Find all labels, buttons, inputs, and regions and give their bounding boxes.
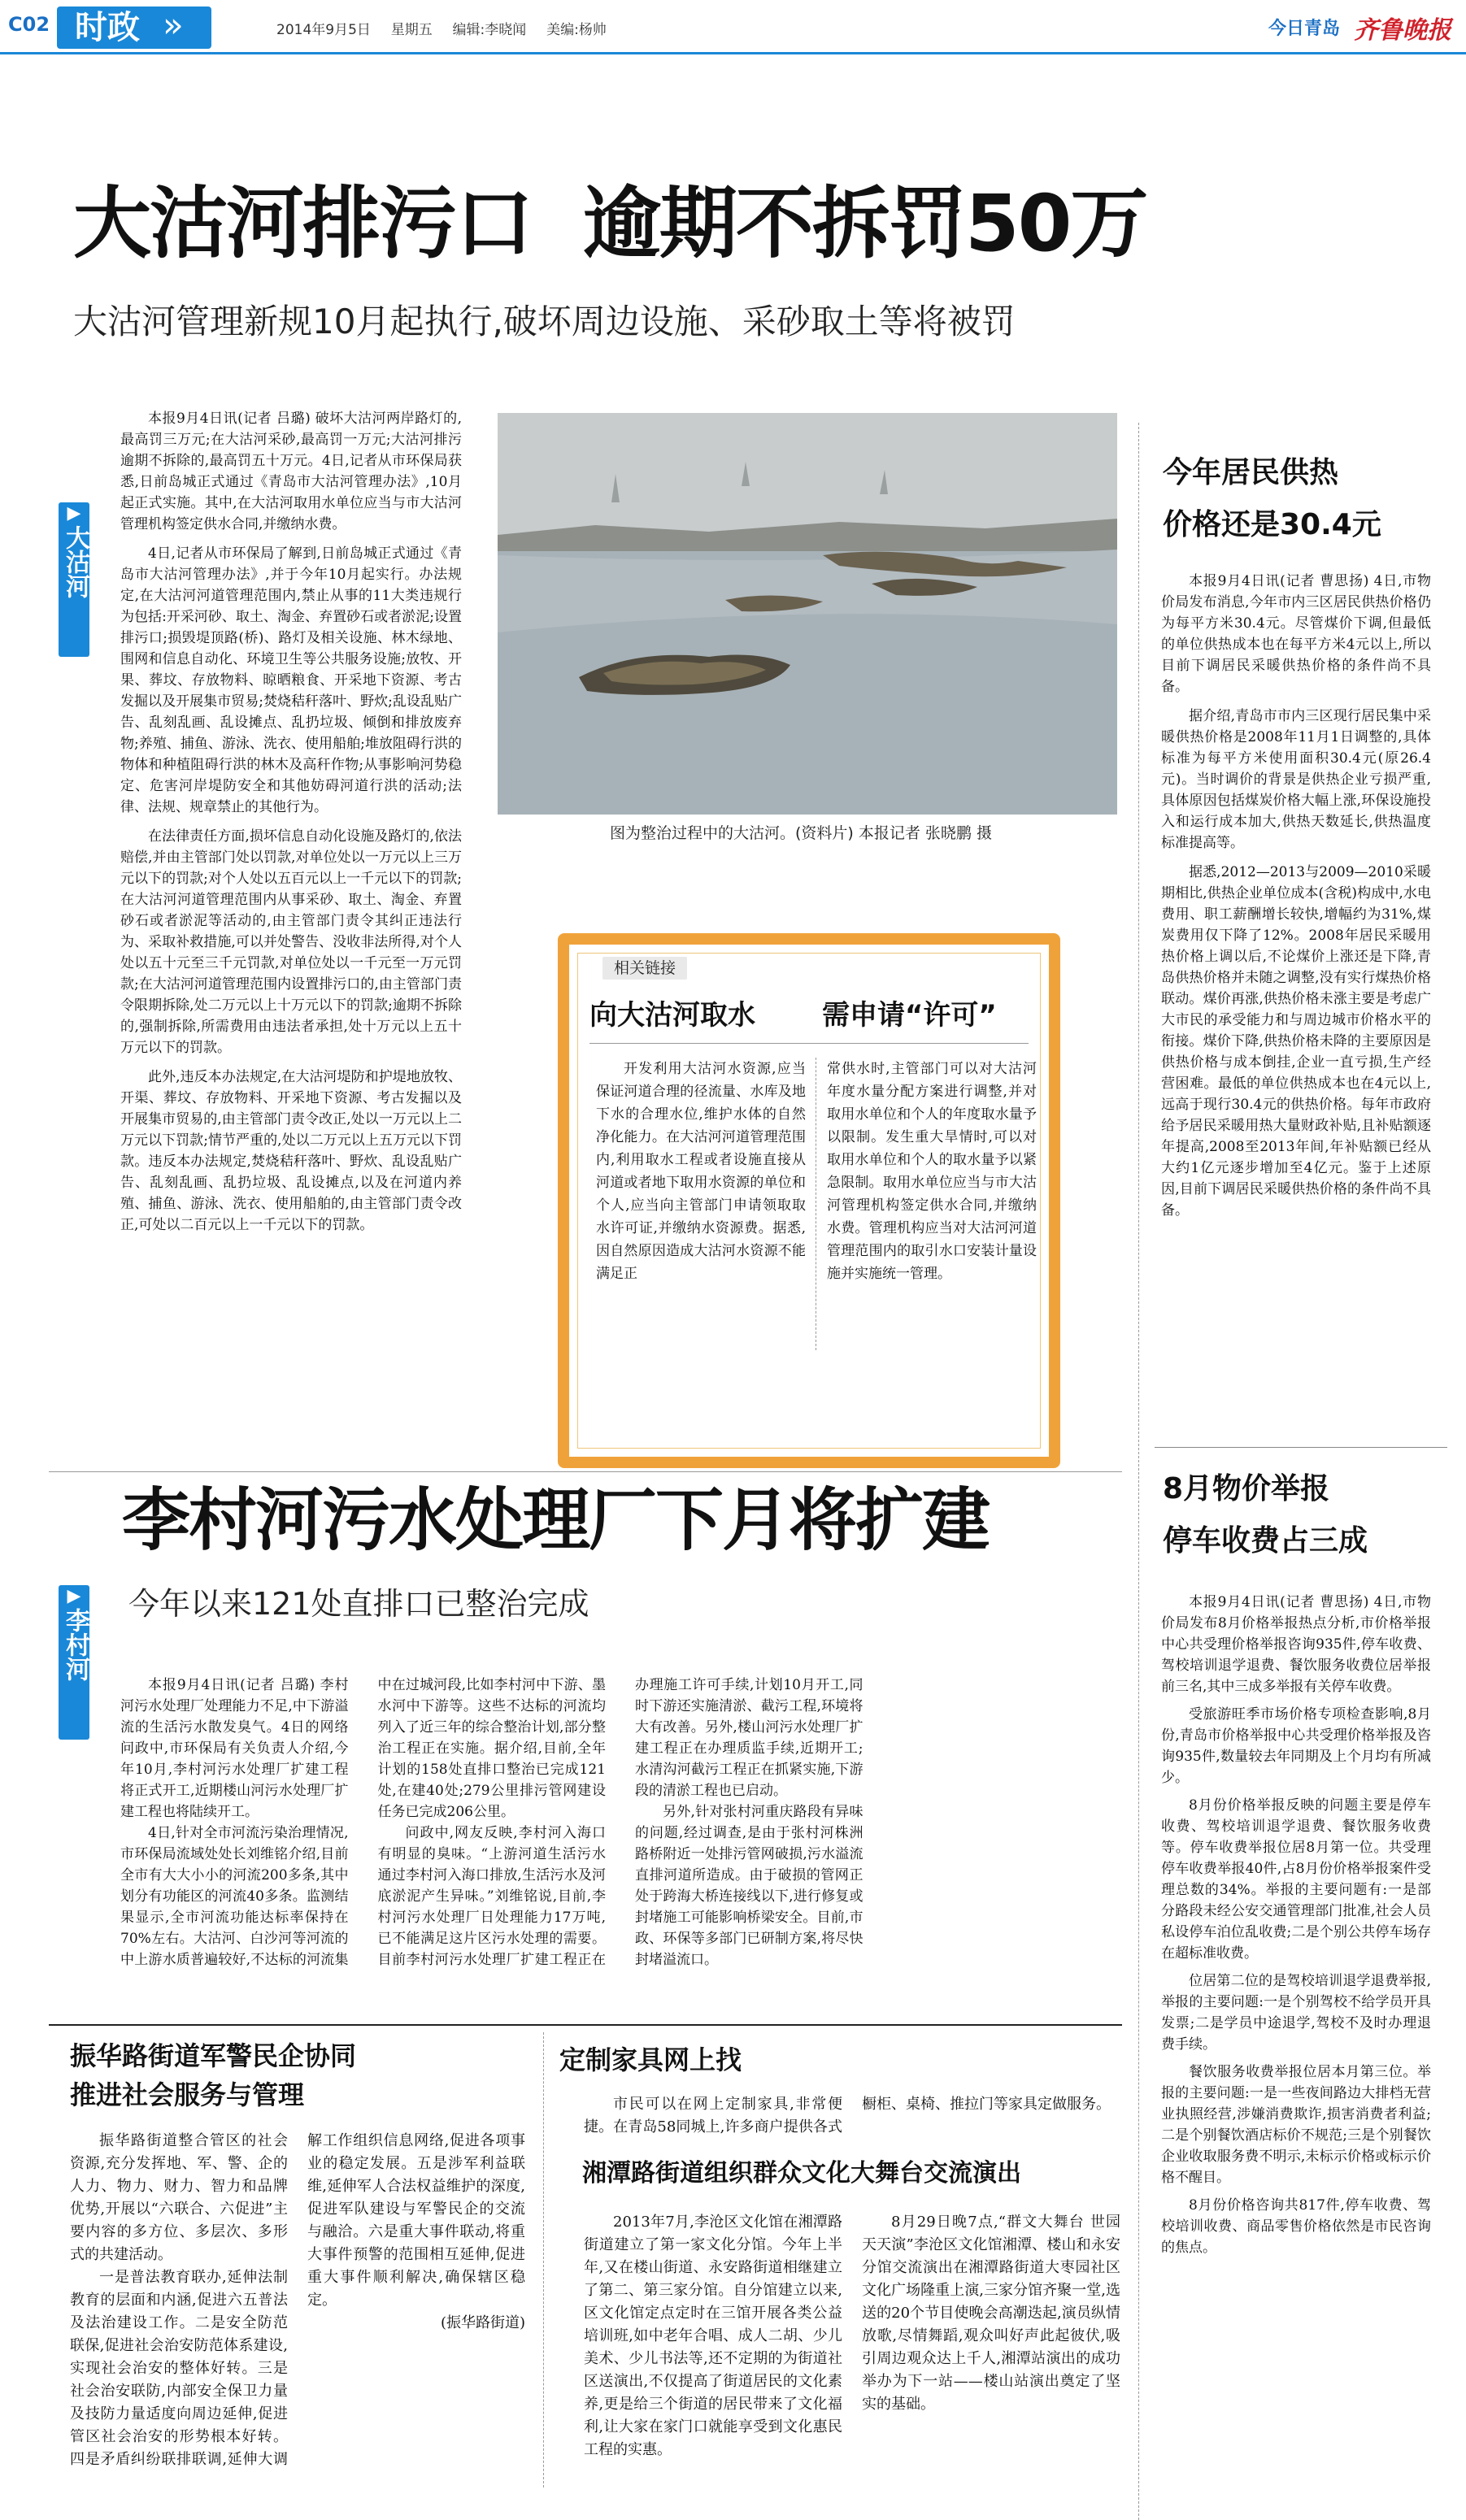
related-paragraph: 开发利用大沽河水资源,应当保证河道合理的径流量、水库及地下水的合理水位,维护水体的自然净化能力。在大沽河河道管理范围内,利用取水工程或者设施直接从河道或者地下取用水资源的单位和个人,应当向主管部门申请领取取水许可证,并缴纳水资源费。据悉,因自然原因造成大沽河水资源不能满足正 [596, 1061, 806, 1282]
issue-weekday: 星期五 [390, 22, 433, 38]
briefs-divider [543, 2032, 544, 2487]
parking-paragraph: 餐饮服务收费举报位居本月第三位。举报的主要问题:一是一些夜间路边大排档无营业执照经营,涉嫌消费欺诈,损害消费者利益;二是个别餐饮酒店标价不规范;三是个别餐饮企业收取服务费不明示,未标示价格或标示价格不醒目。 [1161, 2064, 1431, 2186]
licun-paragraph: 本报9月4日讯(记者 吕璐) 李村河污水处理厂处理能力不足,中下游溢流的生活污水散发臭气。4日的网络问政中,市环保局有关负责人介绍,今年10月,李村河污水处理厂扩建工程将正式开工,近期楼山河污水处理厂扩建工程也将陆续开工。 [120, 1677, 349, 1820]
right-column-divider [1138, 423, 1139, 2520]
heating-headline [1163, 447, 1381, 551]
editor-credit: 编辑:李晓闻 [452, 22, 527, 38]
related-link-label: 相关链接 [602, 957, 687, 980]
related-title-right: 需申请“许可” [822, 999, 997, 1032]
zhenhua-headline [70, 2036, 356, 2114]
parking-body-column [1161, 1592, 1431, 2258]
heating-body-column [1161, 571, 1431, 1221]
brand-today-qingdao: 今日青岛 [1268, 19, 1341, 39]
zhenhua-byline: (振华路街道) [440, 2314, 525, 2331]
related-paragraph: 常供水时,主管部门可以对大沽河年度水量分配方案进行调整,并对取用水单位和个人的年度取水量予以限制。发生重大旱情时,可以对取用水单位和个人的取水量予以紧急限制。取用水单位应当与市大沽河管理机构签定供水合同,并缴纳水费。管理机构应当对大沽河河道管理范围内的取引水口安装计量设施并实施统一管理。 [827, 1061, 1037, 1282]
lead-body-column [120, 408, 462, 1236]
parking-paragraph: 受旅游旺季市场价格专项检查影响,8月份,青岛市价格举报中心共受理价格举报及咨询935件,数量较去年同期及上个月均有所减少。 [1161, 1706, 1431, 1786]
licun-subheadline: 今年以来121处直排口已整治完成 [128, 1586, 589, 1622]
related-link-inner [577, 953, 1041, 1449]
section-badge [57, 7, 211, 49]
lead-paragraph: 此外,违反本办法规定,在大沽河堤防和护堤地放牧、开渠、葬坟、存放物料、开采地下资源、考古发掘以及开展集市贸易的,由主管部门责令改正,处以一万元以上二万元以下罚款;情节严重的,处以二万元以上五万元以下罚款。违反本办法规定,焚烧秸秆落叶、野炊、乱设乱贴广告、乱刻乱画、乱扔垃圾、乱设摊点,以及在河道内养殖、捕鱼、游泳、洗衣、使用船舶的,由主管部门责令改正,可处以二百元以上一千元以下的罚款。 [120, 1069, 462, 1233]
zhenhua-headline-line: 振华路街道军警民企协同 [70, 2040, 357, 2071]
tag-arrow-icon: ▶ [67, 1586, 81, 1606]
heating-paragraph: 本报9月4日讯(记者 曹思扬) 4日,市物价局发布消息,今年市内三区居民供热价格仍为每平方米30.4元。尽管煤价下调,但最低的单位供热成本也在每平方米4元以上,所以目前下调居民采暖供热价格的条件尚不具备。 [1161, 573, 1431, 695]
licun-body [120, 1675, 1120, 1983]
river-landscape-image [498, 413, 1117, 815]
licun-paragraph: 4日,针对全市河流污染治理情况,市环保局流域处处长刘维铭介绍,目前全市有大大小小的河流200多条,其中划分有功能区的河流40多条。监测结果显示,全市河流功能达标率保持在70%左右。大沽河、白沙河等河流的中上游水质普遍较好,不达标的河流集中在过城河段,比如李村河中下游、墨水河中下游等。这些不达标的河流均列入了近三年的综合整治计划,部分整治工程正在实施。据介绍,目前,全年计划的158处直排口整治已完成121处,在建40处;279公里排污管网建设任务已完成206公里。 [120, 1677, 606, 1968]
furniture-headline: 定制家具网上找 [559, 2044, 742, 2075]
parking-paragraph: 8月份价格咨询共817件,停车收费、驾校培训收费、商品零售价格依然是市民咨询的焦点。 [1161, 2197, 1431, 2256]
lead-subheadline: 大沽河管理新规10月起执行,破坏周边设施、采砂取土等将被罚 [73, 302, 1016, 341]
licun-paragraph: 问政中,网友反映,李村河入海口有明显的臭味。“上游河道生活污水通过李村河入海口排放,生活污水及河底淤泥产生异味。”刘维铭说,目前,李村河污水处理厂日处理能力17万吨,已不能满足这片区污水处理的需要。目前李村河污水处理厂扩建工程正在办理施工许可手续,计划10月开工,同时下游还实施清淤、截污工程,环境将大有改善。另外,楼山河污水处理厂扩建工程正在办理质监手续,近期开工;水清沟河截污工程正在抓紧实施,下游段的清淤工程也已启动。 [377, 1677, 864, 1968]
related-link-box [558, 933, 1060, 1468]
heating-paragraph: 据悉,2012—2013与2009—2010采暖期相比,供热企业单位成本(含税)构成中,水电费用、职工薪酬增长较快,增幅约为31%,煤炭费用仅下降了12%。2008年居民采暖用热价格上调以后,不论煤价上涨还是下降,青岛供热价格并未随之调整,没有实行煤热价格联动。煤价再涨,供热价格未涨主要是考虑广大市民的承受能力和与周边城市价格水平的衔接。煤价下降,供热价格未降的主要原因是供热价格与成本倒挂,企业一直亏损,生产经营困难。最低的单位供热成本也在4元以上,远高于现行30.4元的供热价格。每年市政府给予居民采暖用热大量财政补贴,且补贴额逐年提高,2008至2013年间,年补贴额已经从大约1亿元逐步增加至4亿元。鉴于上述原因,目前下调居民采暖供热价格的条件尚不具备。 [1161, 864, 1431, 1219]
zhenhua-paragraph: 振华路街道整合管区的社会资源,充分发挥地、军、警、企的人力、物力、财力、智力和品牌优势,开展以“六联合、六促进”主要内容的多方位、多层次、多形式的共建活动。 [70, 2132, 288, 2263]
parking-paragraph: 本报9月4日讯(记者 曹思扬) 4日,市物价局发布8月价格举报热点分析,市价格举报中心共受理价格举报咨询935件,停车收费、驾校培训退学退费、餐饮服务收费位居举报前三名,其中三成多举报有关停车收费。 [1161, 1594, 1431, 1695]
header-rule [0, 52, 1466, 54]
issue-info [276, 18, 607, 38]
heating-headline-line: 今年居民供热 [1163, 456, 1339, 489]
lead-photo [498, 413, 1117, 815]
xiangtan-paragraph: 8月29日晚7点,“群文大舞台 世园天天演”李沧区文化馆湘潭、楼山和永安分馆交流演出在湘潭路街道大枣园社区文化广场隆重上演,三家分馆齐聚一堂,选送的20个节目使晚会高潮迭起,演员纵情放歌,尽情舞蹈,观众叫好声此起彼伏,吸引周边观众达上千人,湘潭站演出的成功举办为下一站——楼山站演出奠定了坚实的基础。 [862, 2214, 1120, 2413]
designer-credit: 美编:杨帅 [546, 22, 607, 38]
furniture-paragraph: 市民可以在网上定制家具,非常便捷。在青岛58同城上,许多商户提供各式橱柜、桌椅、推拉门等家具定做服务。 [584, 2096, 1111, 2135]
parking-headline [1163, 1463, 1368, 1567]
furniture-body [584, 2093, 1120, 2142]
tag-arrow-icon: ▶ [67, 503, 81, 524]
parking-headline-line: 停车收费占三成 [1163, 1524, 1368, 1558]
issue-date: 2014年9月5日 [276, 22, 371, 38]
related-text-left [596, 1058, 806, 1285]
xiangtan-body [584, 2211, 1120, 2487]
licun-paragraph: 另外,针对张村河重庆路段有异味的问题,经过调查,是由于张村河株洲路桥附近一处排污管网破损,污水溢流直排河道所造成。由于破损的管网正处于跨海大桥连接线以下,进行修复或封堵施工可能影响桥梁安全。目前,市政、环保等多部门已研制方案,将尽快封堵溢流口。 [635, 1804, 864, 1968]
briefs-rule [49, 2024, 1122, 2026]
parking-paragraph: 8月份价格举报反映的问题主要是停车收费、驾校培训退学退费、餐饮服务收费等。停车收费举报位居8月第一位。共受理停车收费举报40件,占8月份价格举报案件受理总数的34%。举报的主要问题有:一是部分路段未经公安交通管理部门批准,社会人员私设停车泊位乱收费;二是个别公共停车场存在超标准收费。 [1161, 1797, 1431, 1962]
section-divider [49, 1471, 1122, 1472]
xiangtan-paragraph: 2013年7月,李沧区文化馆在湘潭路街道建立了第一家文化分馆。今年上半年,又在楼山街道、永安路街道相继建立了第二、第三家分馆。自分馆建立以来,区文化馆定点定时在三馆开展各类公益培训班,如中老年合唱、成人二胡、少儿美术、少儿书法等,还不定期的为街道社区送演出,不仅提高了街道居民的文化素养,更是给三个街道的居民带来了文化福利,让大家在家门口就能享受到文化惠民工程的实惠。 [584, 2214, 842, 2458]
parking-headline-line: 8月物价举报 [1163, 1472, 1330, 1505]
brand-logo: 齐鲁晚报 [1354, 16, 1451, 45]
licun-side-tag [59, 1585, 89, 1740]
lead-side-tag-text: 大沽河 [61, 525, 89, 598]
zhenhua-headline-line: 推进社会服务与管理 [70, 2079, 305, 2110]
zhenhua-paragraph: 一是普法教育联办,延伸法制教育的层面和内涵,促进六五普法及法治建设工作。二是安全防范联保,促进社会治安防范体系建设,实现社会治安的整体好转。三是社会治安联防,内部安全保卫力量及技防力量适度向周边延伸,促进管区社会治安的形势根本好转。四是矛盾纠纷联排联调,延伸大调解工作组织信息网络,促进各项事业的稳定发展。五是涉军利益联维,延伸军人合法权益维护的深度,促进军队建设与军警民企的交流与融洽。六是重大事件联动,将重大事件预警的范围相互延伸,促进重大事件顺利解决,确保辖区稳定。 [70, 2132, 525, 2468]
section-name: 时政 [75, 9, 140, 46]
lead-headline: 大沽河排污口 逾期不拆罚50万 [73, 178, 1147, 269]
lead-paragraph: 在法律责任方面,损坏信息自动化设施及路灯的,依法赔偿,并由主管部门处以罚款,对单位处以一万元以上三万元以下的罚款;对个人处以五百元以上一千元以下的罚款;在大沽河河道管理范围内从事采砂、取土、淘金、弃置砂石或者淤泥等活动的,由主管部门责令其纠正违法行为、采取补救措施,可以并处警告、没收非法所得,对个人处以五十元至三千元罚款,对单位处以一千元至一万元罚款;在大沽河河道管理范围内设置排污口的,由主管部门责令限期拆除,处二万元以上十万元以下的罚款;逾期不拆除的,强制拆除,所需费用由违法者承担,处十万元以上五十万元以下的罚款。 [120, 828, 462, 1056]
licun-side-tag-text: 李村河 [61, 1608, 89, 1681]
page-number: C02 [8, 13, 50, 36]
right-divider [1155, 1447, 1447, 1448]
lead-paragraph: 4日,记者从市环保局了解到,日前岛城正式通过《青岛市大沽河管理办法》,并于今年10月起实行。办法规定,在大沽河河道管理范围内,禁止从事的11大类违规行为包括:开采河砂、取土、淘金、弃置砂石或者淤泥;设置排污口;损毁堤顶路(桥)、路灯及相关设施、林木绿地、围网和信息自动化、环境卫生等公共服务设施;放牧、开果、葬坟、存放物料、晾晒粮食、开采地下资源、考古发掘以及开展集市贸易;焚烧秸秆落叶、野炊;乱设乱贴广告、乱刻乱画、乱设摊点、乱扔垃圾、倾倒和排放废弃物;养殖、捕鱼、游泳、洗衣、使用船舶;堆放阻碍行洪的物体和种植阻碍行洪的林木及高秆作物;从事影响河势稳定、危害河岸堤防安全和其他妨碍河道行洪的活动;法律、法规、规章禁止的其他行为。 [120, 545, 462, 815]
section-arrow-icon: » [163, 5, 184, 45]
related-text-right [827, 1058, 1037, 1285]
lead-side-tag [59, 502, 89, 657]
heating-paragraph: 据介绍,青岛市市内三区现行居民集中采暖供热价格是2008年11月1日调整的,具体标准为每平方米使用面积30.4元(原26.4元)。当时调价的背景是供热企业亏损严重,具体原因包括煤炭价格大幅上涨,环保设施投入和运行成本加大,供热天数延长,供热温度标准提高等。 [1161, 708, 1431, 851]
related-title-rule [589, 1043, 1029, 1044]
page-header [0, 0, 1466, 50]
heating-headline-line: 价格还是30.4元 [1163, 508, 1381, 541]
licun-headline: 李村河污水处理厂下月将扩建 [122, 1480, 990, 1560]
parking-paragraph: 位居第二位的是驾校培训退学退费举报,举报的主要问题:一是个别驾校不给学员开具发票;二是学员中途退学,驾校不及时办理退费手续。 [1161, 1973, 1431, 2053]
zhenhua-body [70, 2130, 525, 2479]
photo-caption: 图为整治过程中的大沽河。(资料片) 本报记者 张晓鹏 摄 [610, 824, 992, 842]
related-title-left: 向大沽河取水 [589, 999, 755, 1032]
lead-paragraph: 本报9月4日讯(记者 吕璐) 破坏大沽河两岸路灯的,最高罚三万元;在大沽河采砂,最高罚一万元;大沽河排污逾期不拆除的,最高罚五十万元。4日,记者从市环保局获悉,日前岛城正式通过《青岛市大沽河管理办法》,10月起正式实施。其中,在大沽河取用水单位应当与市大沽河管理机构签定供水合同,并缴纳水费。 [120, 411, 462, 532]
xiangtan-headline: 湘潭路街道组织群众文化大舞台交流演出 [582, 2159, 1021, 2188]
